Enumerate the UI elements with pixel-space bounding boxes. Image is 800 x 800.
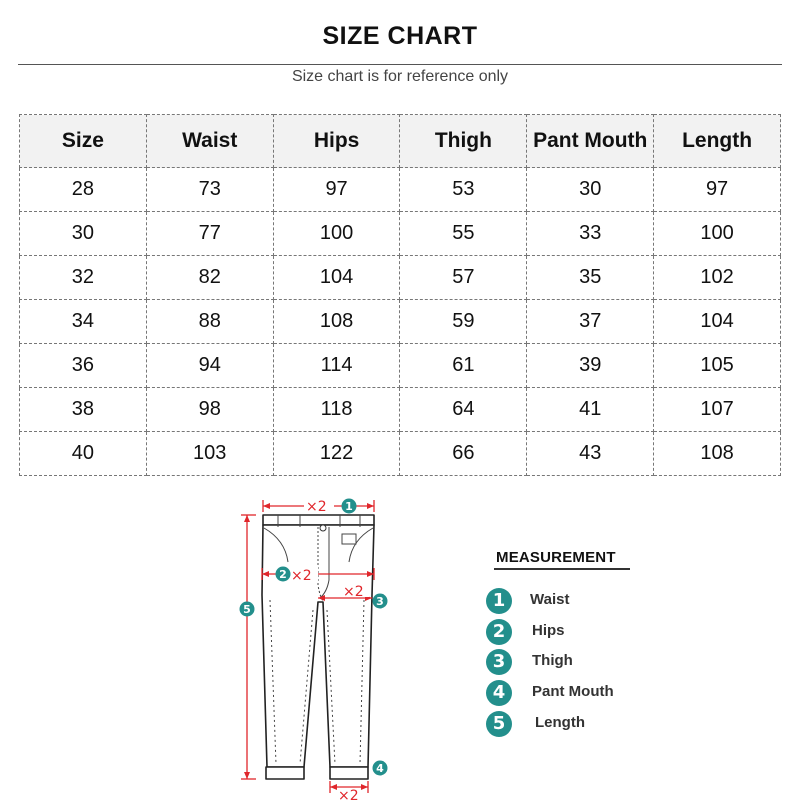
waist-multiplier: ×2: [306, 499, 327, 515]
legend-title: MEASUREMENT: [496, 549, 616, 566]
table-cell: 94: [146, 344, 273, 388]
table-cell: 64: [400, 388, 527, 432]
badge-2-label: 2: [279, 568, 287, 581]
number-5-icon: 5: [486, 711, 512, 737]
table-cell: 32: [20, 256, 147, 300]
table-cell: 43: [527, 432, 654, 476]
table-cell: 100: [654, 212, 781, 256]
badge-1-label: 1: [345, 500, 353, 513]
table-row: [20, 344, 781, 388]
table-cell: 97: [273, 168, 400, 212]
table-cell: 97: [654, 168, 781, 212]
pants-diagram: [228, 490, 400, 800]
table-cell: 41: [527, 388, 654, 432]
table-cell: 98: [146, 388, 273, 432]
table-cell: 108: [273, 300, 400, 344]
column-header: Hips: [273, 115, 400, 168]
table-row: [20, 256, 781, 300]
table-cell: 37: [527, 300, 654, 344]
pants-outline: [262, 515, 374, 779]
table-cell: 40: [20, 432, 147, 476]
table-cell: 107: [654, 388, 781, 432]
table-cell: 38: [20, 388, 147, 432]
table-cell: 104: [654, 300, 781, 344]
legend-label: Thigh: [532, 652, 573, 669]
table-cell: 61: [400, 344, 527, 388]
page-title: SIZE CHART: [322, 22, 478, 50]
badge-4-label: 4: [376, 762, 384, 775]
badge-5-label: 5: [243, 603, 251, 616]
table-row: [20, 388, 781, 432]
measurement-legend: [484, 545, 684, 745]
legend-label: Length: [535, 714, 585, 731]
number-2-icon: 2: [486, 619, 512, 645]
title-divider: [18, 64, 782, 65]
table-header-row: [20, 115, 781, 168]
table-cell: 28: [20, 168, 147, 212]
legend-label: Pant Mouth: [532, 683, 614, 700]
column-header: Size: [20, 115, 147, 168]
hips-multiplier: ×2: [291, 568, 312, 584]
table-cell: 105: [654, 344, 781, 388]
table-cell: 108: [654, 432, 781, 476]
table-cell: 100: [273, 212, 400, 256]
table-cell: 77: [146, 212, 273, 256]
badge-3-label: 3: [376, 595, 384, 608]
table-cell: 33: [527, 212, 654, 256]
table-cell: 36: [20, 344, 147, 388]
legend-title-underline: [494, 568, 630, 570]
table-row: [20, 432, 781, 476]
legend-label: Hips: [532, 622, 565, 639]
legend-label: Waist: [530, 591, 570, 608]
table-cell: 57: [400, 256, 527, 300]
size-table: [19, 114, 781, 476]
table-cell: 30: [20, 212, 147, 256]
column-header: Thigh: [400, 115, 527, 168]
table-cell: 55: [400, 212, 527, 256]
table-cell: 30: [527, 168, 654, 212]
number-1-icon: 1: [486, 588, 512, 614]
table-cell: 122: [273, 432, 400, 476]
page-subtitle: Size chart is for reference only: [291, 68, 509, 85]
table-cell: 82: [146, 256, 273, 300]
table-cell: 73: [146, 168, 273, 212]
mouth-multiplier: ×2: [338, 788, 359, 800]
table-cell: 53: [400, 168, 527, 212]
table-cell: 39: [527, 344, 654, 388]
button-icon: [320, 525, 326, 531]
number-3-icon: 3: [486, 649, 512, 675]
column-header: Length: [654, 115, 781, 168]
thigh-multiplier: ×2: [343, 584, 364, 600]
column-header: Waist: [146, 115, 273, 168]
table-cell: 66: [400, 432, 527, 476]
column-header: Pant Mouth: [527, 115, 654, 168]
table-cell: 35: [527, 256, 654, 300]
table-cell: 34: [20, 300, 147, 344]
table-cell: 103: [146, 432, 273, 476]
table-cell: 118: [273, 388, 400, 432]
table-cell: 104: [273, 256, 400, 300]
table-cell: 59: [400, 300, 527, 344]
table-cell: 102: [654, 256, 781, 300]
table-cell: 88: [146, 300, 273, 344]
number-4-icon: 4: [486, 680, 512, 706]
table-row: [20, 212, 781, 256]
table-row: [20, 300, 781, 344]
table-row: [20, 168, 781, 212]
table-cell: 114: [273, 344, 400, 388]
